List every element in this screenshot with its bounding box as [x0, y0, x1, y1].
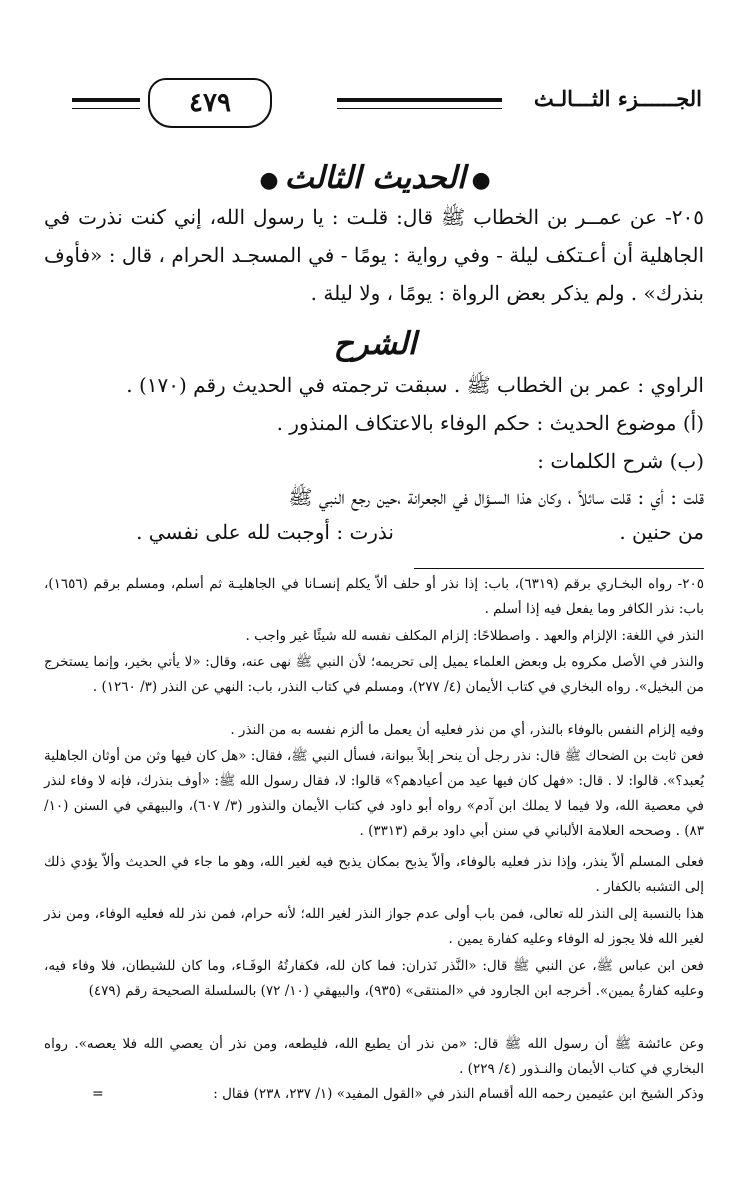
header-rule — [337, 98, 502, 102]
footnote-205: ٢٠٥- رواه البخـاري برقم (٦٣١٩)، باب: إذا نذر أو حلف ألاّ يكلم إنسـانا في الجاهليـة ثم أسلم، ومسلم برقم (١٦٥٦)، باب: نذر الكافر وما يفعل فيه إذا أسلم . — [44, 576, 704, 617]
header-rule — [72, 98, 140, 102]
bullet-icon: ● — [471, 166, 491, 193]
footnote-definition: النذر في اللغة: الإلزام والعهد . واصطلاحًا: إلزام المكلف نفسه لله شيئًا غير واجب . — [245, 628, 704, 644]
footnote-uthaymin: وذكر الشيخ ابن عثيمين رحمه الله أقسام النذر في «القول المفيد» (١/ ٢٣٧، ٢٣٨) فقال : — [213, 1086, 704, 1102]
hadith-text: ٢٠٥- عن عمــر بن الخطاب ﷺ قال: قلـت : يا رسول الله، إني كنت نذرت في الجاهلية أن أعـتكف ليلة - وفي رواية : يومًا - في المسجـد الحرام ، قال : «فأوف بنذرك» . ولم يذكر بعض الرواة : يومًا ، ولا ليلة . — [44, 205, 704, 305]
part-title: الجــــــزء الثـــالـث — [533, 86, 702, 111]
qult-end: من حنين . — [619, 520, 704, 544]
page-number: ٤٧٩ — [148, 78, 272, 128]
footnote-thabit: فعن ثابت بن الضحاك ﷺ قال: نذر رجل أن ينحر إبلاً ببوانة، فسأل النبي ﷺ، فقال: «هل كان فيها وثن من أوثان الجاهلية يُعبد؟». قالوا: لا . قال: «فهل كان فيها عيد من أعيادهم؟» قالوا: لا، فقال رسول الله ﷺ: «أوف بنذرك، فإنه لا وفاء لنذر في معصية الله، ولا فيما لا يملك ابن آدم» رواه أبو داود في كتاب الأيمان والنذور (٣/ ٦٠٧)، والبيهقي في السنن (١٠/ ٨٣) . وصححه العلامة الألباني في سنن أبي داود برقم (٣٣١٣) . — [44, 748, 704, 839]
words-heading: (ب) شرح الكلمات : — [537, 449, 704, 473]
bullet-icon: ● — [259, 166, 279, 193]
footnote-ruling: والنذر في الأصل مكروه بل وبعض العلماء يميل إلى تحريمه؛ لأن النبي ﷺ نهى عنه، وقال: «لا يأتي بخير، وإنما يستخرج من البخيل». رواه البخاري في كتاب الأيمان (٤/ ٢٧٧)، ومسلم في كتاب النذر، باب: النهي عن النذر (٣/ ١٢٦٠) . — [44, 654, 704, 695]
header-rule — [72, 108, 140, 109]
header-rule — [337, 108, 502, 109]
qult-row — [44, 520, 704, 558]
nadhart-line: نذرت : أوجبت لله على نفسي . — [136, 520, 394, 544]
continuation-mark: = — [92, 1086, 104, 1102]
footnote-obligation: وفيه إلزام النفس بالوفاء بالنذر، أي من نذر فعليه أن يعمل ما ألزم نفسه به من النذر . — [230, 722, 704, 738]
footnote-aisha: وعن عائشة ﷺ أن رسول الله ﷺ قال: «من نذر أن يطيع الله، فليطعه، ومن نذر أن يعصي الله فلا يعصه». رواه البخاري في كتاب الأيمان والنـذور (٤/ ٢٢٩) . — [44, 1036, 704, 1077]
footnote-muslim: فعلى المسلم ألاّ ينذر، وإذا نذر فعليه بالوفاء، وألاّ يذبح بمكان يذبح فيه لغير الله، وهو ما جاء في الحديث وألاّ يؤدي ذلك إلى التشبه بالكفار . — [44, 854, 704, 895]
topic-line: (أ) موضوع الحديث : حكم الوفاء بالاعتكاف المنذور . — [276, 411, 704, 435]
sharh-heading: الشرح — [333, 326, 417, 362]
rawi-line: الراوي : عمر بن الخطاب ﷺ . سبقت ترجمته في الحديث رقم (١٧٠) . — [126, 373, 704, 397]
footnote-separator — [414, 568, 704, 569]
hadith-heading-text: الحديث الثالث — [284, 160, 466, 196]
qult-line: قلت : أي : قلت سائلاً ، وكان هذا السـؤال في الجعرانة ،حين رجع النبي ﷺ — [288, 485, 704, 509]
page-header — [72, 78, 702, 126]
hadith-heading — [0, 160, 750, 196]
footnote-ibn-abbas: فعن ابن عباس ﷺ، عن النبي ﷺ قال: «النَّذر نَذران: فما كان لله، فكفارتُهُ الوفَـاء، وما كان للشيطان، فلا وفاء فيه، وعليه كفارةُ يمين». أخرجه ابن الجارود في «المنتقى» (٩٣٥)، والبيهقي (١٠/ ٧٢) بالسلسلة الصحيحة رقم (٤٧٩) — [44, 958, 704, 999]
footnote-ghayr-allah: هذا بالنسبة إلى النذر لله تعالى، فمن باب أولى عدم جواز النذر لغير الله؛ لأنه حرام، فمن نذر لله فعليه الوفاء، ومن نذر لغير الله فلا يجوز له الوفاء وعليه كفارة يمين . — [44, 906, 704, 947]
